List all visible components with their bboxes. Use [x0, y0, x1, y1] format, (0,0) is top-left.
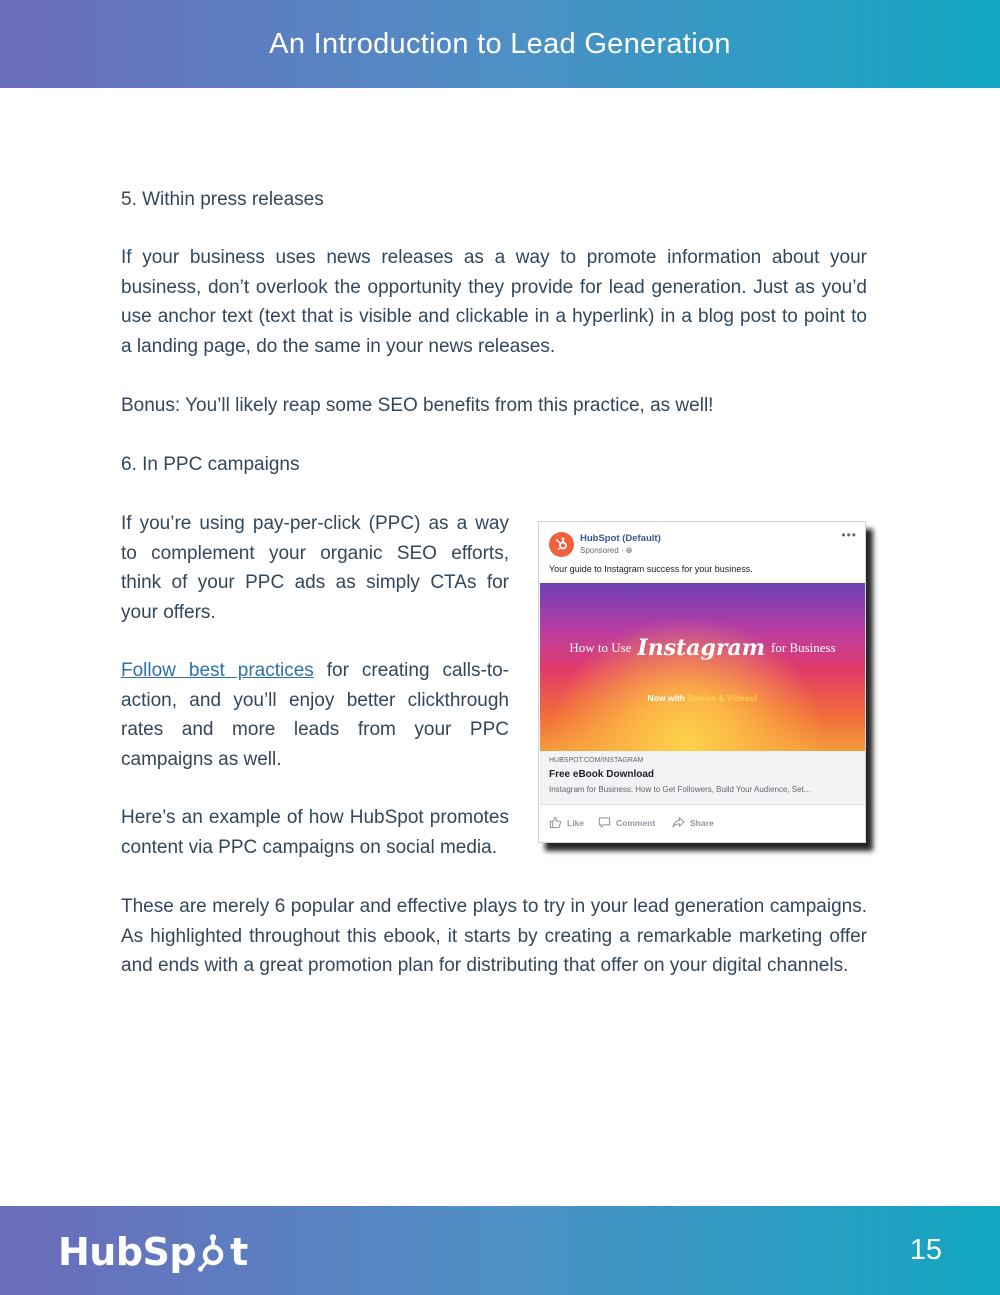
more-options-icon[interactable]: ••• [841, 528, 857, 542]
ad-creative-image[interactable] [540, 583, 865, 751]
ad-link-title: Free eBook Download [549, 769, 655, 780]
ad-link-preview[interactable] [540, 751, 865, 805]
ad-sponsored-label: Sponsored · 🌐︎ [580, 546, 633, 555]
bonus-paragraph: Bonus: You’ll likely reap some SEO benefits from this practice, as well! [121, 395, 714, 416]
ad-caption: Your guide to Instagram success for your business. [549, 564, 753, 574]
section-heading-press-releases: 5. Within press releases [121, 189, 324, 210]
facebook-ad-example [538, 521, 866, 843]
page-header [0, 0, 1000, 88]
ad-image-headline: How to Use Instagram for Business [569, 635, 836, 661]
best-practices-paragraph [121, 656, 509, 774]
section-heading-ppc: 6. In PPC campaigns [121, 454, 300, 475]
document-title: An Introduction to Lead Generation [269, 27, 731, 60]
comment-button[interactable]: Comment [598, 816, 655, 829]
hubspot-avatar [549, 532, 574, 557]
ad-link-domain: HUBSPOT.COM/INSTAGRAM [549, 757, 644, 764]
sprocket-icon [555, 537, 569, 551]
closing-paragraph: These are merely 6 popular and effective plays to try in your lead generation campaigns. As highlighted throughout this ebook, it starts by creating a remarkable marketing offer and ends with a great promotion plan for distributing that offer on your digital channels. [121, 896, 867, 976]
page-footer [0, 1206, 1000, 1295]
share-button[interactable]: Share [672, 816, 714, 829]
ad-page-name[interactable]: HubSpot (Default) [580, 533, 661, 544]
thumbs-up-icon [549, 816, 562, 829]
ad-action-bar [540, 816, 865, 838]
best-practices-text: for creating calls-to-action, and you’ll enjoy better clickthrough rates and more leads from your PPC campaigns as well. [121, 660, 509, 770]
globe-icon: 🌐︎ [625, 546, 633, 555]
share-icon [672, 816, 685, 829]
page-number: 15 [909, 1234, 942, 1266]
like-button[interactable]: Like [549, 816, 584, 829]
press-releases-paragraph: If your business uses news releases as a way to promote information about your business, don’t overlook the opportunity they provide for lead generation. Just as you’d use anchor text (text that is visible and clickable in a hyperlink) in a blog post to point to a landing page, do the same in your news releases. [121, 247, 867, 357]
ad-image-subline: Now with Stories & Videos! [647, 693, 758, 703]
follow-best-practices-link[interactable]: Follow best practices [121, 660, 314, 681]
hubspot-example-paragraph: Here’s an example of how HubSpot promotes content via PPC campaigns on social media. [121, 807, 509, 858]
comment-icon [598, 816, 611, 829]
ad-link-description: Instagram for Business: How to Get Followers, Build Your Audience, Set... [549, 785, 811, 794]
hubspot-logo: HubSp t [58, 1230, 248, 1274]
hubspot-sprocket-icon [194, 1231, 232, 1273]
ppc-paragraph: If you’re using pay-per-click (PPC) as a way to complement your organic SEO efforts, think of your PPC ads as simply CTAs for your offers. [121, 513, 509, 623]
